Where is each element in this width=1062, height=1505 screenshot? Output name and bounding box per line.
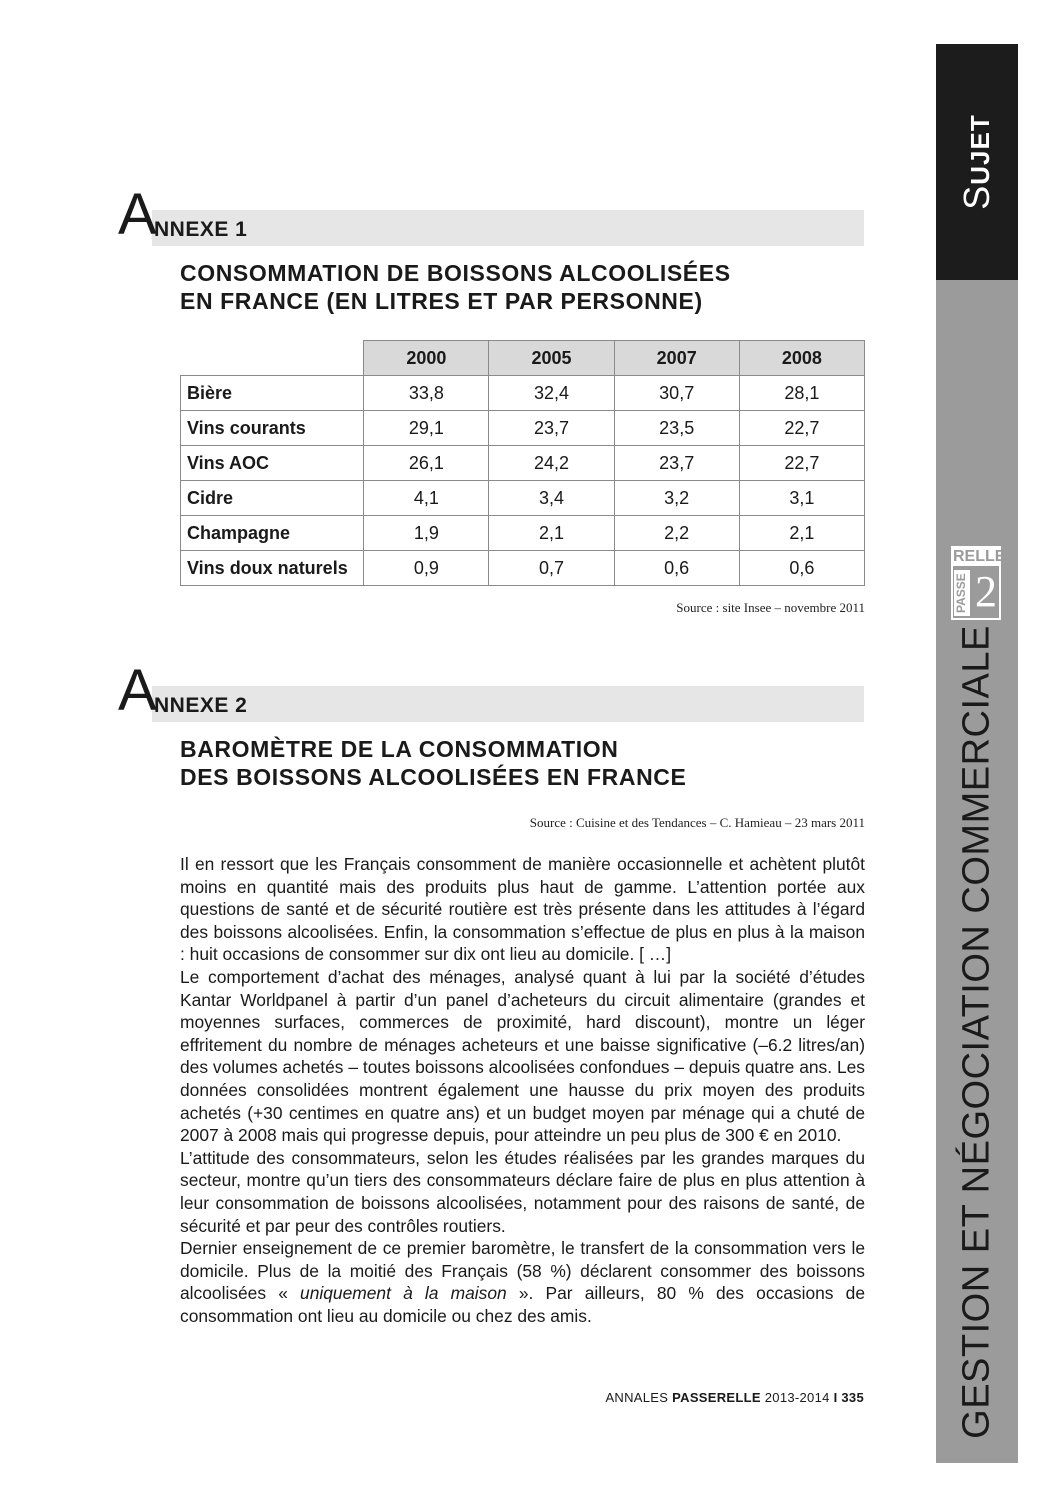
body-paragraph: Il en ressort que les Français consomment de manière occasionnelle et achètent plutôt moins en quantité mais des produits plus haut de gamme. L’attention portée aux questions de santé et de sécurité routière est très présente dans les attitudes à l’égard des boissons alcoolisées. Enfin, la consommation s’effectue de plus en plus à la maison : huit occasions de consommer sur dix ont lieu au domicile. [ …] <box>180 854 865 965</box>
body-paragraph: Dernier enseignement de ce premier baromètre, le transfert de la consommation vers le domicile. Plus de la moitié des Français (58 %) déclarent consommer des boissons alcoolisées « uniquement à la maison ». Par ailleurs, 80 % des occasions de consommation ont lieu au domicile ou chez des amis. <box>180 1238 865 1326</box>
section-vertical-title: GESTION ET NÉGOCIATION COMMERCIALE <box>955 625 998 1439</box>
year-header: 2008 <box>739 341 864 376</box>
table-row: Vins AOC 26,1 24,2 23,7 22,7 <box>181 446 865 481</box>
annex-2-source: Source : Cuisine et des Tendances – C. Hamieau – 23 mars 2011 <box>529 815 865 830</box>
table-header-row <box>181 341 865 376</box>
annex-2-header: A NNEXE 2 <box>118 672 864 722</box>
table-row: Champagne 1,9 2,1 2,2 2,1 <box>181 516 865 551</box>
annex-1-source: Source : site Insee – novembre 2011 <box>676 600 865 615</box>
year-header: 2000 <box>364 341 489 376</box>
body-paragraph: Le comportement d’achat des ménages, analysé quant à lui par la société d’études Kantar Worldpanel à partir d’un panel d’acheteurs du circuit alimentaire (grandes et moyennes surfaces, commerces de proximité, hard discount), montre un léger effritement du nombre de ménages acheteurs et une baisse significative (–6.2 litres/an) des volumes achetés – toutes boissons alcoolisées confondues – depuis quatre ans. Les données consolidées montrent également une hausse du prix moyen des produits achetés (+30 centimes en quatre ans) et un budget moyen par ménage qui a chuté de 2007 à 2008 mais qui progresse depuis, pour atteindre un peu plus de 300 € en 2010. <box>180 966 865 1146</box>
table-row: Vins doux naturels 0,9 0,7 0,6 0,6 <box>181 551 865 586</box>
annex-2-title: BAROMÈTRE DE LA CONSOMMATION DES BOISSONS ALCOOLISÉES EN FRANCE <box>180 736 687 790</box>
year-header: 2005 <box>489 341 614 376</box>
page-footer: ANNALES PASSERELLE 2013-2014 I 335 <box>605 1390 864 1405</box>
passerelle-2-logo: RELLE PASSE 2 <box>951 546 1001 620</box>
table-row: Cidre 4,1 3,4 3,2 3,1 <box>181 481 865 516</box>
sujet-label: SUJET <box>956 114 997 210</box>
sidebar-bottom-block <box>936 280 1018 1463</box>
year-header: 2007 <box>614 341 739 376</box>
sidebar-top-block <box>936 44 1018 280</box>
consumption-table <box>180 340 865 586</box>
body-paragraph: L’attitude des consommateurs, selon les études réalisées par les grandes marques du secteur, montre qu’un tiers des consommateurs déclare faire de plus en plus attention à leur consommation de boissons alcoolisées, notamment pour des raisons de santé, de sécurité et par peur des contrôles routiers. <box>180 1147 865 1236</box>
table-row: Vins courants 29,1 23,7 23,5 22,7 <box>181 411 865 446</box>
annex-1-title: CONSOMMATION DE BOISSONS ALCOOLISÉES EN FRANCE (EN LITRES ET PAR PERSONNE) <box>180 260 731 314</box>
page-number: 335 <box>841 1390 864 1405</box>
annex-1-header: A NNEXE 1 <box>118 196 864 246</box>
annex-2-body <box>180 853 865 1327</box>
table-row: Bière 33,8 32,4 30,7 28,1 <box>181 376 865 411</box>
